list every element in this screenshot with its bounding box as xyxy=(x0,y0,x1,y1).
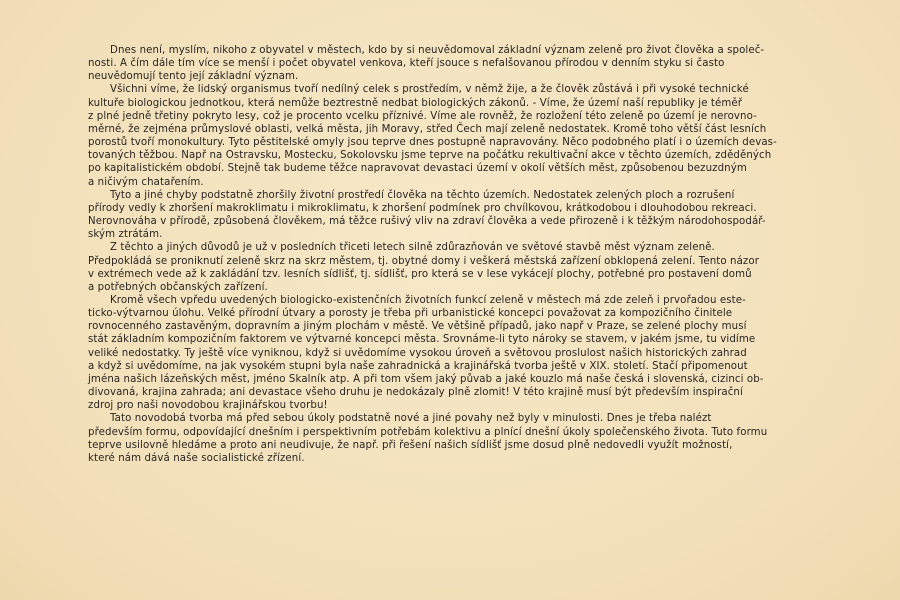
text-line: ským ztrátám. xyxy=(88,229,163,241)
text-line: Všichni víme, že lidský organismus tvoří nedílný celek s prostředím, v němž žije, a že člověk zůstává i při vysoké technické xyxy=(110,84,749,96)
text-line: které nám dává naše socialistické zřízení. xyxy=(88,452,305,464)
text-line: veliké nedostatky. Ty ještě více vyniknou, když si uvědomíme vysokou úroveň a světovou proslulost našich historických zahrad xyxy=(88,347,747,359)
text-line: neuvědomují tento její základní význam. xyxy=(88,71,299,83)
paragraph-3 xyxy=(88,189,828,242)
text-line: teprve usilovně hledáme a proto ani neudivuje, že např. při řešení našich sídlišť jsme dosud plně nedovedli využít možností, xyxy=(88,439,733,451)
text-line: v extrémech vede až k zakládání tzv. lesních sídlišť, tj. sídlišť, pro která se v lese vykácejí plochy, potřebné pro postavení domů xyxy=(88,268,752,280)
text-line: rovnocenného zastavěným, dopravním a jiným plochám v městě. Ve většině případů, jako např v Praze, se zelené plochy musí xyxy=(88,321,747,333)
text-line: Dnes není, myslím, nikoho z obyvatel v městech, kdo by si neuvědomoval základní význam zeleně pro život člověka a společ- xyxy=(110,45,765,56)
text-line: porostů tvoří monokultury. Tyto pěstitelské omyly jsou teprve dnes postupně napravovány. Něco podobného platí i o územích devas- xyxy=(88,137,777,149)
text-line: kultuře biologickou jednotkou, která nemůže beztrestně nedbat biologických zákonů. - Víme, že území naší republiky je téměř xyxy=(88,97,743,109)
text-line: jména našich lázeňských měst, jméno Skalník atp. A při tom všem jaký půvab a jaké kouzlo má naše česká i slovenská, cizinci ob- xyxy=(88,373,764,385)
text-line: po kapitalistickém období. Stejně tak budeme těžce napravovat devastaci území v okolí větších měst, způsobenou bezuzdným xyxy=(88,163,747,175)
text-line: měrné, že zejména průmyslové oblasti, velká města, jih Moravy, střed Čech mají zeleně nedostatek. Kromě toho větší část lesních xyxy=(88,123,767,135)
paragraph-2 xyxy=(88,83,828,188)
text-line: Nerovnováha v přírodě, způsobená člověkem, má těžce rušivý vliv na zdraví člověka a vede přirozeně i k těžkým národohospodář- xyxy=(88,216,766,228)
text-line: Předpokládá se proniknutí zeleně skrz na skrz městem, tj. obytné domy i veškerá městská zařízení obklopená zelení. Tento názor xyxy=(88,255,759,267)
text-line: tovaných těžbou. Např na Ostravsku, Mostecku, Sokolovsku jsme teprve na počátku rekultivační akce v těchto územích, zděděných xyxy=(88,150,772,162)
text-line: Tato novodobá tvorba má před sebou úkoly podstatně nové a jiné povahy než byly v minulosti. Dnes je třeba nalézt xyxy=(110,413,712,425)
text-line: divovaná, krajina zahrada; ani devastace všeho druhu je nedokázaly plně zlomit! V této krajině musí být především inspirační xyxy=(88,387,743,399)
body-text xyxy=(88,44,828,465)
text-line: z plné jedně třetiny pokryto lesy, což je procento vcelku příznivé. Víme ale rovněž, že rozložení této zeleně po území je nerovno- xyxy=(88,110,757,122)
paragraph-1 xyxy=(88,44,828,83)
paragraph-4 xyxy=(88,241,828,294)
text-line: a když si uvědomíme, na jak vysokém stupni byla naše zahradnická a krajinářská tvorba ještě v XIX. století. Stačí připomenout xyxy=(88,360,748,372)
text-line: přírody vedly k zhoršení makroklimatu i mikroklimatu, k zhoršení podmínek pro chvílkovou, krátkodobou i dlouhodobou rekreaci. xyxy=(88,202,757,214)
text-line: Z těchto a jiných důvodů je už v posledních třiceti letech silně zdůrazňován ve světové stavbě měst význam zeleně. xyxy=(110,242,715,254)
text-line: Tyto a jiné chyby podstatně zhoršily životní prostředí člověka na těchto územích. Nedostatek zelených ploch a rozrušení xyxy=(110,189,735,201)
text-line: ticko-výtvarnou úlohu. Velké přírodní útvary a porosty je třeba při urbanistické koncepci považovat za kompozičního činitele xyxy=(88,308,733,320)
text-line: a ničivým chatařením. xyxy=(88,176,204,188)
text-line: zdroj pro naši novodobou krajinářskou tvorbu! xyxy=(88,400,328,412)
text-line: stát základním kompozičním faktorem ve výtvarné koncepci města. Srovnáme-li tyto nároky se stavem, v jakém jsme, tu vidíme xyxy=(88,334,756,346)
paragraph-6 xyxy=(88,412,828,465)
text-line: především formu, odpovídající dnešním i perspektivním potřebám kolektivu a plnící dnešní úkoly společenského života. Tuto formu xyxy=(88,426,768,438)
text-line: nosti. A čím dále tím více se menší i počet obyvatel venkova, kteří jsouce s nefalšovanou přírodou v denním styku si často xyxy=(88,58,725,70)
text-line: Kromě všech vpředu uvedených biologicko-existenčních životních funkcí zeleně v městech má zde zeleň i prvořadou este- xyxy=(110,294,746,306)
text-line: a potřebných občanských zařízení. xyxy=(88,281,268,293)
paragraph-5 xyxy=(88,294,828,412)
